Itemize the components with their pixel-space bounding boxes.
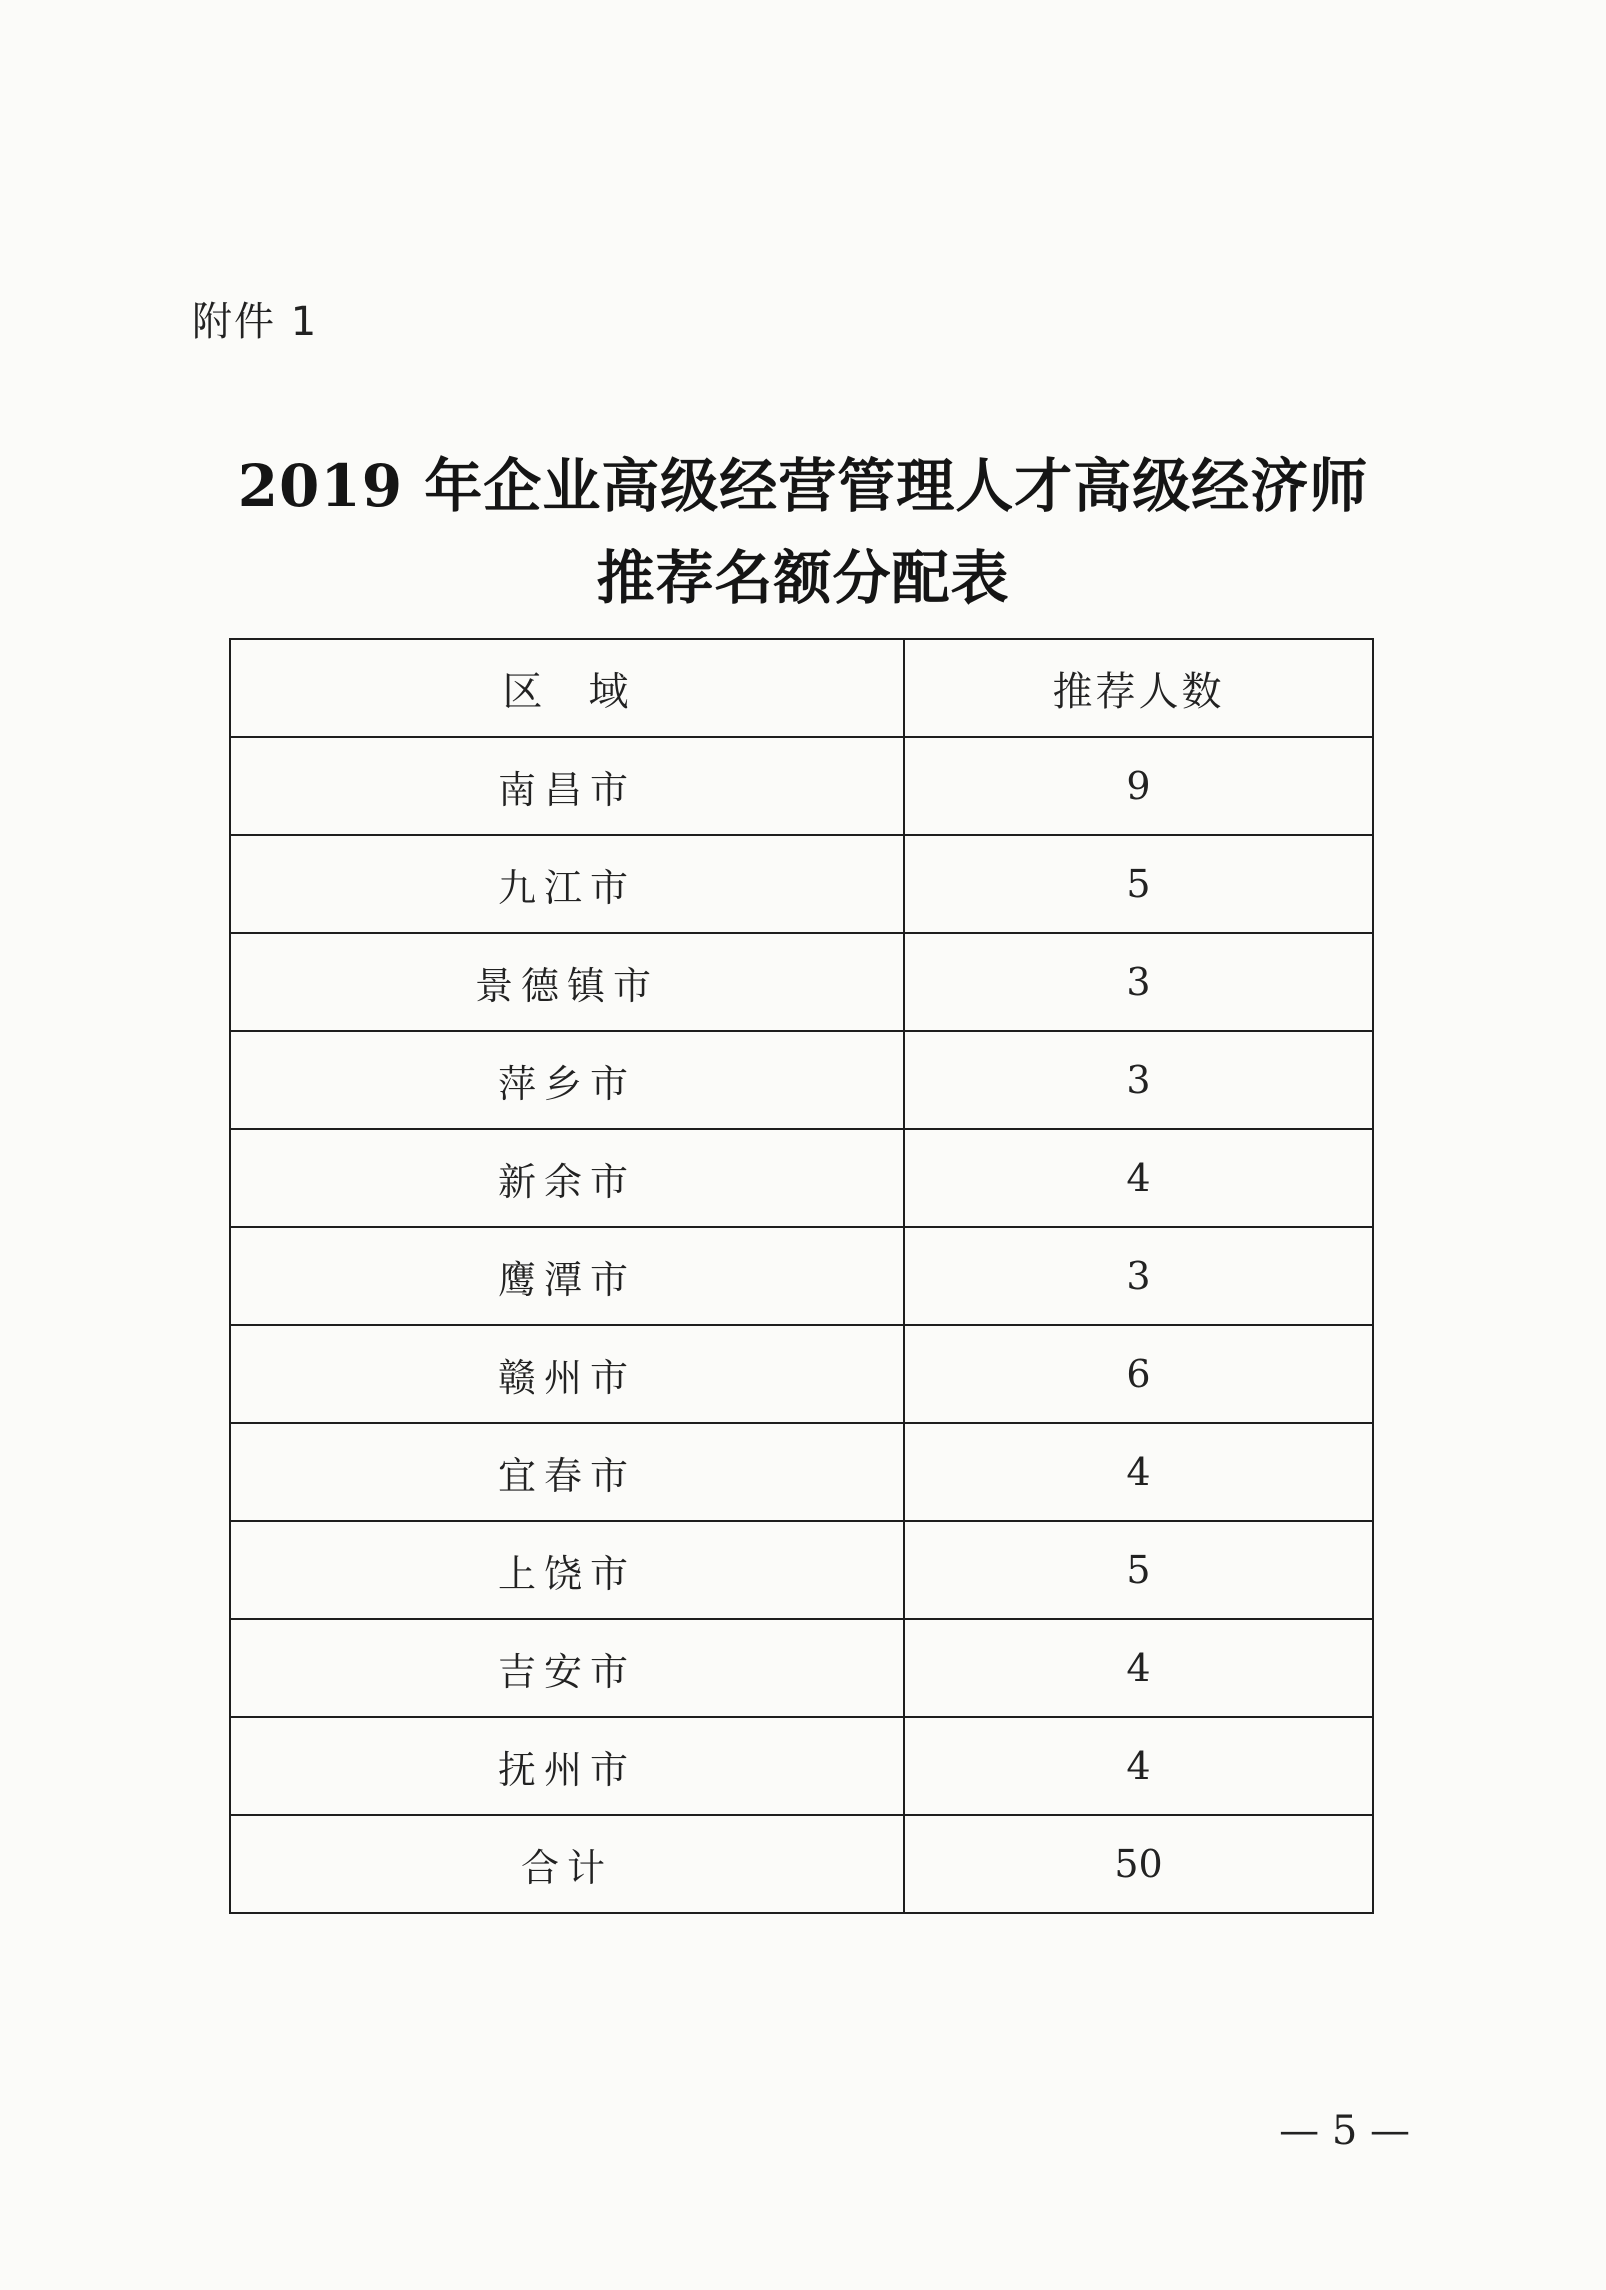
table-row <box>230 1325 1373 1423</box>
document-title <box>0 440 1606 624</box>
table-row <box>230 1129 1373 1227</box>
count-cell: 4 <box>904 1717 1373 1815</box>
region-cell: 上饶市 <box>230 1521 904 1619</box>
quota-table <box>229 638 1374 1914</box>
region-cell: 南昌市 <box>230 737 904 835</box>
count-cell: 9 <box>904 737 1373 835</box>
count-cell: 5 <box>904 835 1373 933</box>
region-cell: 抚州市 <box>230 1717 904 1815</box>
title-line-2: 推荐名额分配表 <box>596 544 1010 612</box>
region-cell: 吉安市 <box>230 1619 904 1717</box>
region-cell: 景德镇市 <box>230 933 904 1031</box>
region-cell: 新余市 <box>230 1129 904 1227</box>
count-cell: 4 <box>904 1129 1373 1227</box>
region-cell: 赣州市 <box>230 1325 904 1423</box>
count-cell: 4 <box>904 1423 1373 1521</box>
count-cell: 3 <box>904 933 1373 1031</box>
table-row <box>230 1227 1373 1325</box>
region-cell: 萍乡市 <box>230 1031 904 1129</box>
count-cell: 4 <box>904 1619 1373 1717</box>
region-cell: 宜春市 <box>230 1423 904 1521</box>
page-number: — 5 — <box>1279 2108 1410 2154</box>
table-row <box>230 933 1373 1031</box>
count-cell: 5 <box>904 1521 1373 1619</box>
table-row <box>230 1717 1373 1815</box>
table-row <box>230 1521 1373 1619</box>
header-region: 区 域 <box>230 639 904 737</box>
region-cell: 鹰潭市 <box>230 1227 904 1325</box>
total-count-cell: 50 <box>904 1815 1373 1913</box>
table-row <box>230 835 1373 933</box>
attachment-label: 附件 1 <box>192 299 319 345</box>
header-count: 推荐人数 <box>904 639 1373 737</box>
count-cell: 6 <box>904 1325 1373 1423</box>
table-row <box>230 737 1373 835</box>
table-row <box>230 1423 1373 1521</box>
title-line-1: 2019 年企业高级经营管理人才高级经济师 <box>237 452 1369 520</box>
count-cell: 3 <box>904 1031 1373 1129</box>
total-label-cell: 合计 <box>230 1815 904 1913</box>
count-cell: 3 <box>904 1227 1373 1325</box>
region-cell: 九江市 <box>230 835 904 933</box>
table-row <box>230 1031 1373 1129</box>
total-row <box>230 1815 1373 1913</box>
table-row <box>230 1619 1373 1717</box>
table-header-row <box>230 639 1373 737</box>
